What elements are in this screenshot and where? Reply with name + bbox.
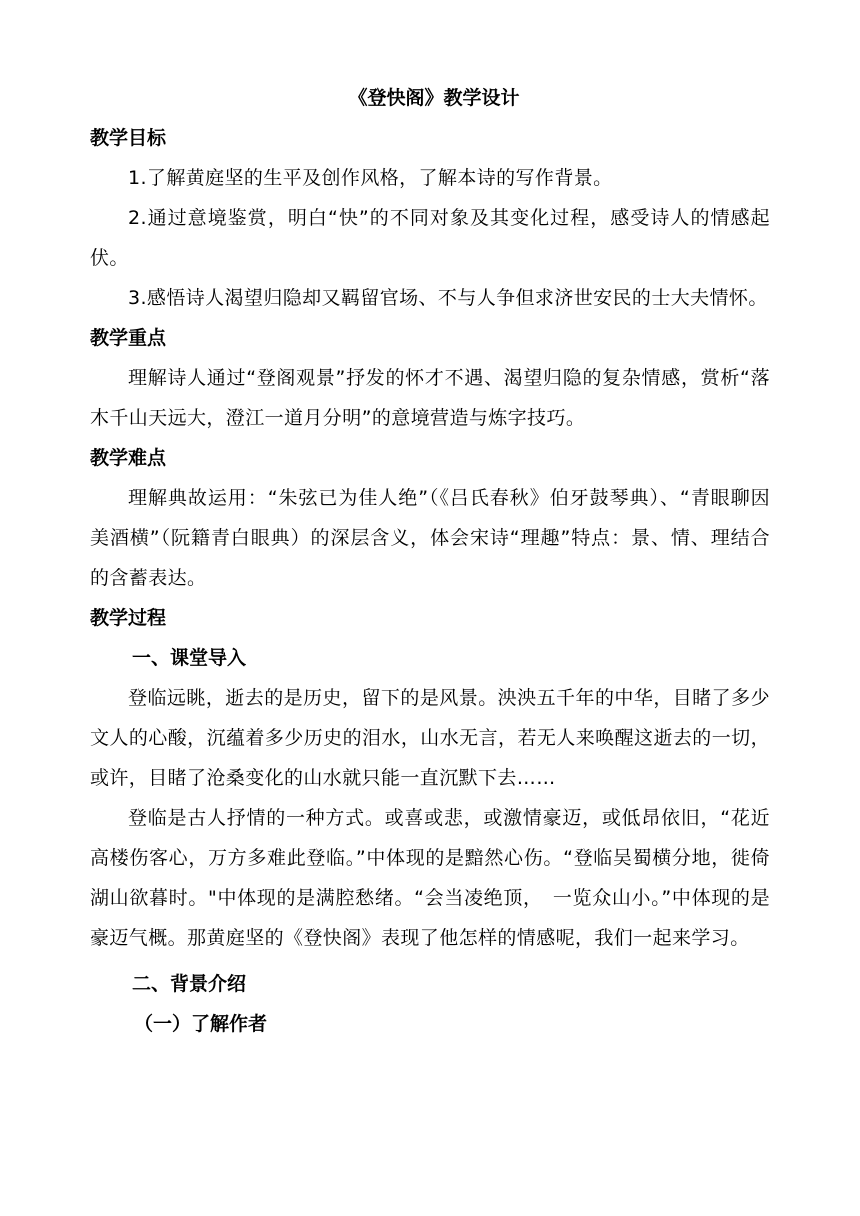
subsection-heading-background: 二、背景介绍	[132, 973, 247, 995]
section-heading-goals: 教学目标	[90, 127, 167, 149]
goal-item-1: 1.了解黄庭坚的生平及创作风格，了解本诗的写作背景。	[128, 167, 613, 189]
subsection-heading-author: （一）了解作者	[134, 1013, 268, 1035]
goal-item-3: 3.感悟诗人渴望归隐却又羁留官场、不与人争但求济世安民的士大夫情怀。	[128, 287, 768, 309]
document-title: 《登快阁》教学设计	[348, 87, 520, 109]
section-heading-process: 教学过程	[90, 607, 167, 629]
key-points-text: 理解诗人通过“登阁观景”抒发的怀才不遇、渴望归隐的复杂情感，赏析“落木千山天远大，澄江一道月分明”的意境营造与炼字技巧。	[90, 367, 770, 429]
intro-paragraph-2: 登临是古人抒情的一种方式。或喜或悲，或激情豪迈，或低昂依旧，“花近高楼伤客心，万方多难此登临。”中体现的是黯然心伤。“登临吴蜀横分地，徙倚湖山欲暮时。"中体现的是满腔愁绪。“会当凌绝顶， 一览众山小。”中体现的是豪迈气概。那黄庭坚的《登快阁》表现了他怎样的情感呢，我们一起来学习。	[90, 807, 770, 949]
subsection-heading-intro: 一、课堂导入	[132, 647, 247, 669]
difficulties-text: 理解典故运用：“朱弦已为佳人绝”（《吕氏春秋》伯牙鼓琴典）、“青眼聊因美酒横”（阮籍青白眼典）的深层含义，体会宋诗“理趣”特点：景、情、理结合的含蓄表达。	[90, 487, 770, 589]
intro-paragraph-1: 登临远眺，逝去的是历史，留下的是风景。泱泱五千年的中华，目睹了多少文人的心酸，沉蕴着多少历史的泪水，山水无言，若无人来唤醒这逝去的一切，或许，目睹了沧桑变化的山水就只能一直沉默下去……	[90, 687, 770, 789]
goal-item-2: 2.通过意境鉴赏，明白“快”的不同对象及其变化过程，感受诗人的情感起伏。	[90, 207, 770, 269]
section-heading-difficulties: 教学难点	[90, 447, 167, 469]
document-page	[90, 78, 770, 1044]
section-heading-key-points: 教学重点	[90, 327, 167, 349]
